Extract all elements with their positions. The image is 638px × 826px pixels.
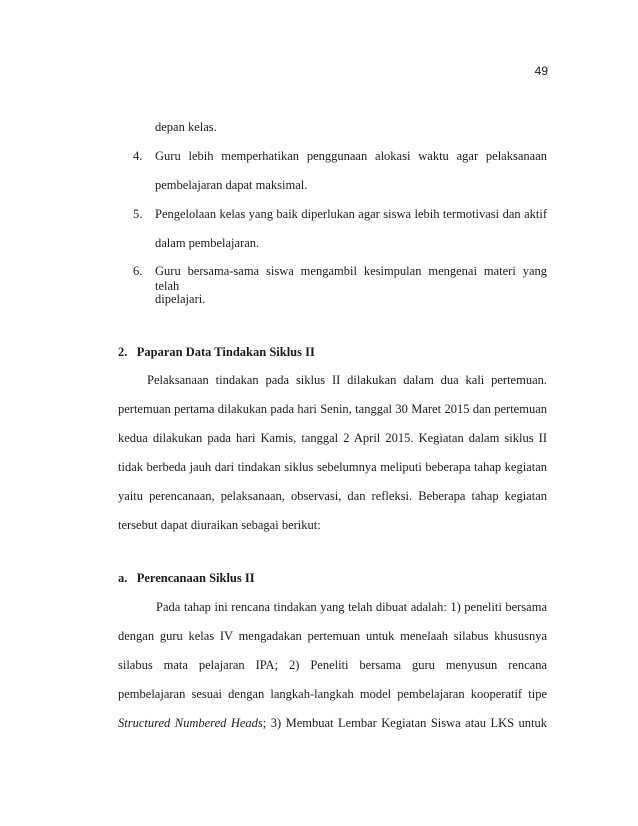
section-heading: 2. Paparan Data Tindakan Siklus II [118,345,315,359]
list-item-line: Pengelolaan kelas yang baik diperlukan agar siswa lebih termotivasi dan aktif [155,207,547,221]
page-number: 49 [534,64,548,78]
list-number: 4. [133,149,143,163]
paragraph-line: dengan guru kelas IV mengadakan pertemuan untuk menelaah silabus khususnya [118,629,547,643]
list-number: 6. [133,264,143,278]
italic-term: Structured Numbered Heads [118,716,263,730]
list-number: 5. [133,207,143,221]
paragraph-line: pertemuan pertama dilakukan pada hari Senin, tanggal 30 Maret 2015 dan pertemuan [118,402,547,416]
list-item-line: dipelajari. [155,292,206,306]
list-item-line: pembelajaran dapat maksimal. [155,178,308,192]
paragraph-line: yaitu perencanaan, pelaksanaan, observasi, dan refleksi. Beberapa tahap kegiatan [118,489,547,503]
list-item-line: Guru lebih memperhatikan penggunaan alokasi waktu agar pelaksanaan [155,149,547,163]
paragraph-line: Pada tahap ini rencana tindakan yang telah dibuat adalah: 1) peneliti bersama [156,600,547,614]
paragraph-line: tersebut dapat diuraikan sebagai berikut: [118,518,321,532]
subsection-heading: a. Perencanaan Siklus II [118,571,255,585]
line-rest: ; 3) Membuat Lembar Kegiatan Siswa atau LKS untuk [262,716,547,730]
paragraph-line: Pelaksanaan tindakan pada siklus II dilakukan dalam dua kali pertemuan. [147,373,547,387]
list-item-line: Guru bersama-sama siswa mengambil kesimpulan mengenai materi yang telah [155,264,547,293]
paragraph-line: tidak berbeda jauh dari tindakan siklus sebelumnya meliputi beberapa tahap kegiatan [118,460,547,474]
paragraph-line: kedua dilakukan pada hari Kamis, tanggal 2 April 2015. Kegiatan dalam siklus II [118,431,547,445]
list-item-continuation: depan kelas. [155,120,217,134]
paragraph-line [118,716,547,731]
paragraph-line: silabus mata pelajaran IPA; 2) Peneliti bersama guru menyusun rencana [118,658,547,672]
paragraph-line: pembelajaran sesuai dengan langkah-langkah model pembelajaran kooperatif tipe [118,687,547,701]
list-item-line: dalam pembelajaran. [155,236,260,250]
